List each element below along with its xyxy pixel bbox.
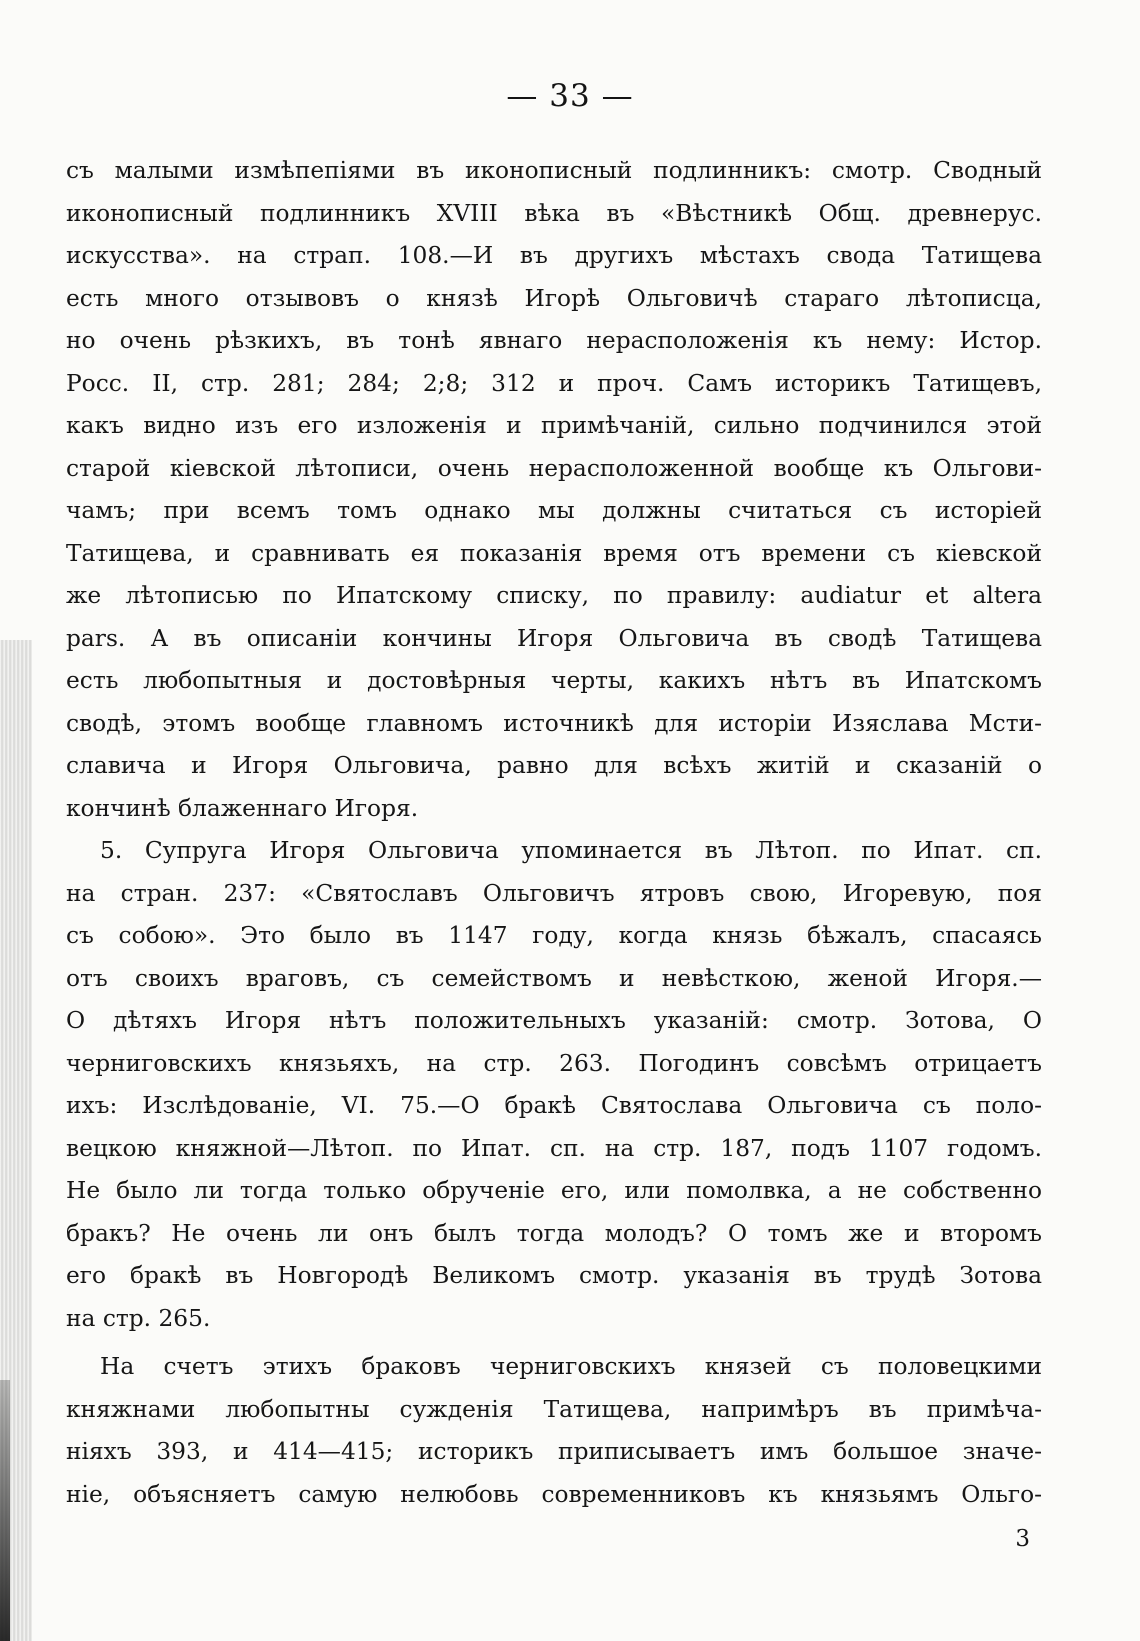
text-line: какъ видно изъ его изложенія и примѣчаній, сильно подчинился этой <box>66 412 1042 439</box>
text-line: вецкою княжной—Лѣтоп. по Ипат. сп. на стр. 187, подъ 1107 годомъ. <box>66 1134 1042 1162</box>
text-line: Росс. II, стр. 281; 284; 2;8; 312 и проч. Самъ историкъ Татищевъ, <box>66 369 1042 397</box>
text-line: сводѣ, этомъ вообще главномъ источникѣ для исторіи Изяслава Мсти- <box>66 709 1042 737</box>
text-line: pars. А въ описаніи кончины Игоря Ольговича въ сводѣ Татищева <box>66 624 1042 652</box>
text-line: съ собою». Это было въ 1147 году, когда князь бѣжалъ, спасаясь <box>66 922 1042 949</box>
text-line: отъ своихъ враговъ, съ семействомъ и невѣсткою, женой Игоря.— <box>66 964 1042 992</box>
scan-edge-dark <box>0 1380 10 1641</box>
text-line: Не было ли тогда только обрученіе его, или помолвка, а не собственно <box>66 1177 1042 1204</box>
text-line: съ малыми измѣпепіями въ иконописный подлинникъ: смотр. Сводный <box>66 157 1042 184</box>
text-line: На счетъ этихъ браковъ черниговскихъ князей съ половецкими <box>100 1353 1042 1380</box>
text-line: его бракѣ въ Новгородѣ Великомъ смотр. указанія въ трудѣ Зотова <box>66 1262 1042 1289</box>
text-line: на стран. 237: «Святославъ Ольговичъ ятровъ свою, Игоревую, поя <box>66 879 1042 907</box>
text-line: же лѣтописью по Ипатскому списку, по правилу: audiatur et altera <box>66 582 1042 609</box>
body-text <box>66 150 1042 1516</box>
text-line: на стр. 265. <box>66 1304 211 1332</box>
text-line: но очень рѣзкихъ, въ тонѣ явнаго нерасположенія къ нему: Истор. <box>66 327 1042 354</box>
text-line: Татищева, и сравнивать ея показанія время отъ времени съ кіевской <box>66 539 1042 567</box>
text-line: 5. Супруга Игоря Ольговича упоминается въ Лѣтоп. по Ипат. сп. <box>100 837 1042 864</box>
text-line: бракъ? Не очень ли онъ былъ тогда молодъ? О томъ же и второмъ <box>66 1219 1042 1247</box>
text-line: искусства». на страп. 108.—И въ другихъ мѣстахъ свода Татищева <box>66 242 1042 269</box>
text-line: княжнами любопытны сужденія Татищева, напримѣръ въ примѣча- <box>66 1395 1042 1423</box>
text-line: есть много отзывовъ о князѣ Игорѣ Ольговичѣ стараго лѣтописца, <box>66 284 1042 312</box>
text-line: есть любопытныя и достовѣрныя черты, какихъ нѣтъ въ Ипатскомъ <box>66 667 1042 694</box>
text-line: ніе, объясняетъ самую нелюбовь современниковъ къ князьямъ Ольго- <box>66 1480 1042 1508</box>
text-line: иконописный подлинникъ XVIII вѣка въ «Вѣстникѣ Общ. древнерус. <box>66 199 1042 227</box>
signature-mark: 3 <box>1015 1526 1030 1552</box>
text-line: ніяхъ 393, и 414—415; историкъ приписываетъ имъ большое значе- <box>66 1438 1042 1465</box>
text-line: черниговскихъ князьяхъ, на стр. 263. Погодинъ совсѣмъ отрицаетъ <box>66 1049 1042 1077</box>
text-line: кончинѣ блаженнаго Игоря. <box>66 794 419 822</box>
text-line: ихъ: Изслѣдованіе, VI. 75.—О бракѣ Святослава Ольговича съ поло- <box>66 1092 1042 1119</box>
text-line: старой кіевской лѣтописи, очень нерасположенной вообще къ Ольгови- <box>66 454 1042 482</box>
text-line: славича и Игоря Ольговича, равно для всѣхъ житій и сказаній о <box>66 752 1042 779</box>
page-number: — 33 — <box>506 78 634 114</box>
text-line: О дѣтяхъ Игоря нѣтъ положительныхъ указаній: смотр. Зотова, О <box>66 1007 1042 1034</box>
text-line: чамъ; при всемъ томъ однако мы должны считаться съ исторіей <box>66 497 1042 524</box>
